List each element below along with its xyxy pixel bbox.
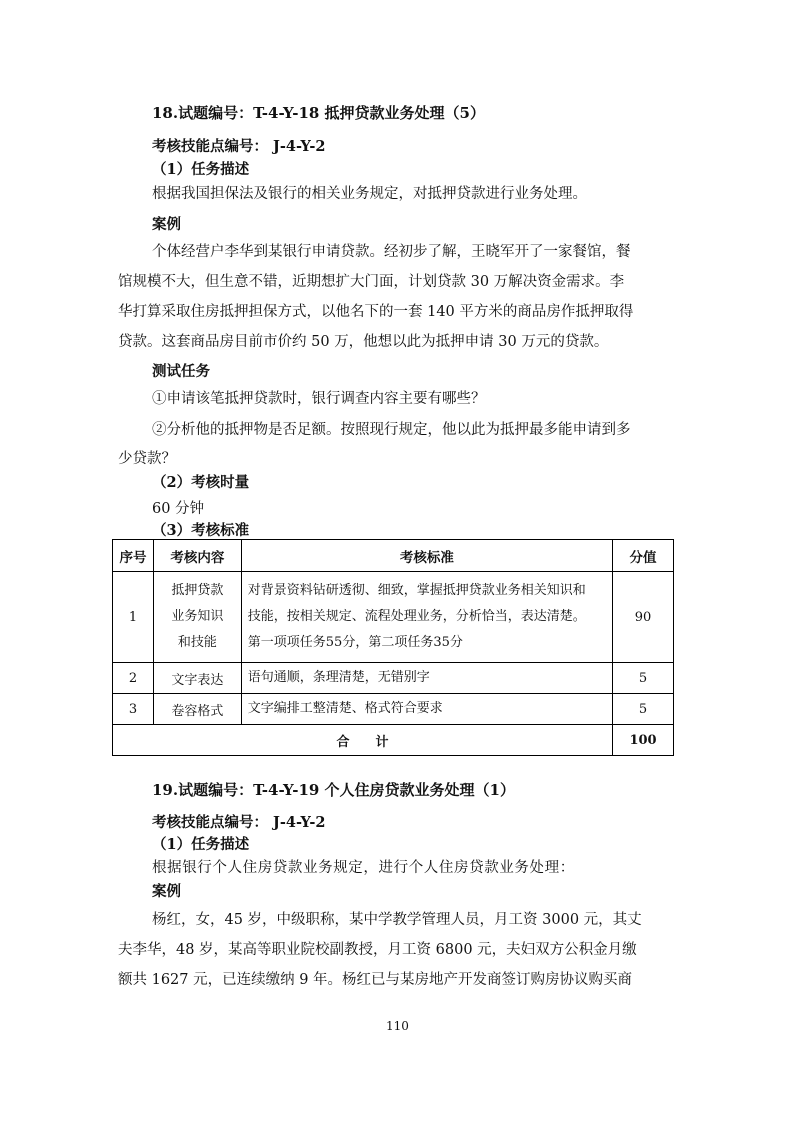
row-standard-line: 第一项项任务55分，第二项任务35分	[247, 635, 463, 650]
q19-task-text: 根据银行个人住房贷款业务规定，进行个人住房贷款业务处理：	[152, 860, 575, 876]
row-standard-line: 技能，按相关规定、流程处理业务，分析恰当，表达清楚。	[247, 609, 586, 624]
table-total-row	[113, 725, 674, 756]
header-no: 序号	[113, 540, 154, 572]
q19-task-heading: （1）任务描述	[152, 836, 250, 853]
q18-case-line: 华打算采取住房抵押担保方式，以他名下的一套 140 平方米的商品房作抵押取得	[118, 304, 634, 320]
q18-case-line: 馆规模不大，但生意不错，近期想扩大门面，计划贷款 30 万解决资金需求。李	[118, 274, 625, 290]
q18-time-heading: （2）考核时量	[152, 474, 250, 491]
row-content: 文字表达	[153, 663, 241, 694]
q18-standard-heading: （3）考核标准	[152, 522, 250, 539]
row-no: 2	[113, 663, 154, 694]
q18-test-heading: 测试任务	[152, 363, 210, 380]
page-number: 110	[386, 1019, 409, 1033]
q19-case-heading: 案例	[152, 883, 181, 900]
row-content: 卷容格式	[153, 694, 241, 725]
q19-case-line: 夫李华，48 岁，某高等职业院校副教授，月工资 6800 元，夫妇双方公积金月缴	[118, 942, 637, 958]
q18-case-heading: 案例	[152, 216, 181, 233]
q18-test-line: ②分析他的抵押物是否足额。按照现行规定，他以此为抵押最多能申请到多	[152, 422, 631, 438]
row-standard	[241, 572, 612, 663]
row-content-line: 和技能	[177, 635, 217, 650]
header-score: 分值	[613, 540, 674, 572]
row-content	[153, 572, 241, 663]
row-content-line: 抵押贷款	[171, 583, 224, 598]
q18-task-heading: （1）任务描述	[152, 161, 250, 178]
table-row	[113, 694, 674, 725]
header-content: 考核内容	[153, 540, 241, 572]
q18-title: 18.试题编号：T-4-Y-18 抵押贷款业务处理（5）	[152, 104, 485, 122]
row-content-line: 业务知识	[171, 609, 224, 624]
table-row	[113, 572, 674, 663]
q19-skill-code: 考核技能点编号： J-4-Y-2	[152, 814, 326, 831]
q19-case-line: 杨红，女，45 岁，中级职称，某中学教学管理人员，月工资 3000 元，其丈	[152, 912, 642, 928]
row-standard: 文字编排工整清楚、格式符合要求	[241, 694, 612, 725]
total-label: 合 计	[113, 725, 613, 756]
row-score: 5	[613, 663, 674, 694]
table-row	[113, 663, 674, 694]
row-no: 3	[113, 694, 154, 725]
table-header-row	[113, 540, 674, 572]
total-score: 100	[613, 725, 674, 756]
q18-case-line: 个体经营户李华到某银行申请贷款。经初步了解，王晓军开了一家餐馆，餐	[152, 244, 631, 260]
q18-test-line: 少贷款？	[118, 451, 176, 467]
q18-skill-code: 考核技能点编号： J-4-Y-2	[152, 138, 326, 155]
q18-case-line: 贷款。这套商品房目前市价约 50 万，他想以此为抵押申请 30 万元的贷款。	[118, 334, 609, 350]
q18-time-text: 60 分钟	[152, 501, 205, 517]
row-standard: 语句通顺，条理清楚，无错别字	[241, 663, 612, 694]
q19-case-line: 额共 1627 元，已连续缴纳 9 年。杨红已与某房地产开发商签订购房协议购买商	[118, 972, 633, 988]
grading-table	[112, 539, 674, 756]
row-standard-line: 对背景资料钻研透彻、细致，掌握抵押贷款业务相关知识和	[247, 583, 586, 598]
q18-test-line: ①申请该笔抵押贷款时，银行调查内容主要有哪些？	[152, 391, 486, 407]
row-score: 5	[613, 694, 674, 725]
row-score: 90	[613, 572, 674, 663]
q19-title: 19.试题编号：T-4-Y-19 个人住房贷款业务处理（1）	[152, 781, 515, 799]
q18-task-text: 根据我国担保法及银行的相关业务规定，对抵押贷款进行业务处理。	[152, 186, 587, 202]
header-standard: 考核标准	[241, 540, 612, 572]
row-no: 1	[113, 572, 154, 663]
